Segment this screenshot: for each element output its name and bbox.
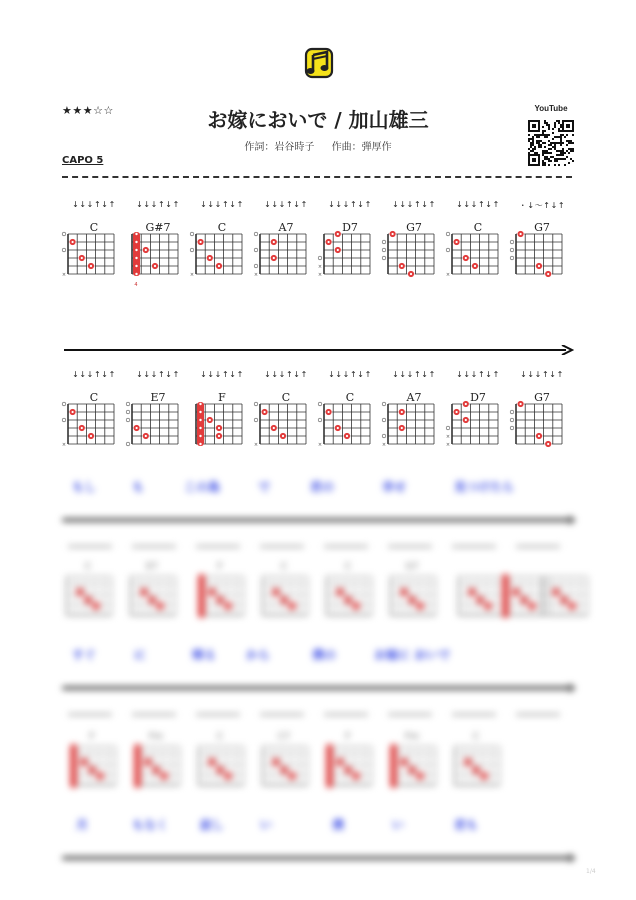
blurred-finger-dot (272, 758, 280, 766)
blurred-finger-dot (336, 758, 344, 766)
lyric-word: で (258, 480, 271, 494)
blurred-chord (126, 562, 178, 620)
blurred-finger-dot (416, 772, 424, 780)
lyric-word: もなく (132, 818, 169, 832)
blurred-strum (388, 713, 432, 716)
chord-name: C (473, 221, 483, 234)
blurred-chord (386, 562, 438, 620)
blurred-strum (388, 545, 432, 548)
svg-text:×: × (253, 272, 259, 278)
lyric-word: い (392, 818, 405, 832)
blurred-barre (390, 744, 397, 788)
blurred-finger-dot (144, 758, 152, 766)
blurred-finger-dot (464, 758, 472, 766)
chord-g7[interactable] (510, 200, 574, 300)
chord-row-2 (62, 370, 574, 470)
blurred-progress-bar-1 (62, 518, 570, 522)
chord-g7[interactable] (382, 200, 446, 300)
chord-diagram (62, 234, 120, 290)
svg-text:×: × (317, 264, 323, 270)
blurred-chord (62, 562, 114, 620)
capo-label: CAPO 5 (62, 155, 104, 166)
blurred-finger-dot (416, 602, 424, 610)
blurred-chord (66, 732, 118, 790)
blurred-chord-name: C (216, 732, 224, 742)
chord-diagram (126, 404, 184, 460)
blurred-finger-dot (76, 588, 84, 596)
chord-name: E7 (150, 391, 166, 404)
blurred-progress-bar-2 (62, 686, 570, 690)
chord-c[interactable] (190, 200, 254, 300)
blurred-chord-name: F (89, 732, 95, 742)
chord-name: G7 (406, 221, 422, 234)
lyric-line-1 (62, 478, 574, 498)
blurred-strum-row-2 (62, 545, 574, 555)
page-number: 1/4 (586, 868, 596, 875)
song-title: お嫁においで / 加山雄三 (207, 108, 429, 132)
blurred-strum (516, 545, 560, 548)
chord-name: C (89, 391, 99, 404)
blurred-barre (70, 744, 77, 788)
chord-diagram (254, 234, 312, 290)
svg-text:×: × (61, 442, 67, 448)
blurred-strum (196, 545, 240, 548)
lyric-line-2 (62, 646, 574, 666)
blurred-finger-dot (352, 602, 360, 610)
progress-arrow-1 (62, 345, 574, 355)
blurred-chord (538, 562, 590, 620)
blurred-finger-dot (408, 596, 416, 604)
blurred-finger-dot (560, 596, 568, 604)
chord-diagram (446, 404, 504, 460)
chord-d7[interactable] (318, 200, 382, 300)
blurred-finger-dot (148, 596, 156, 604)
blurred-finger-dot (468, 588, 476, 596)
chord-c[interactable] (62, 200, 126, 300)
blurred-finger-dot (472, 766, 480, 774)
chord-c[interactable] (318, 370, 382, 470)
blurred-finger-dot (568, 602, 576, 610)
youtube-qr-code-icon[interactable] (528, 120, 574, 166)
blurred-finger-dot (152, 766, 160, 774)
blurred-finger-dot (512, 588, 520, 596)
chord-f[interactable] (190, 370, 254, 470)
blurred-finger-dot (336, 588, 344, 596)
svg-text:×: × (445, 434, 451, 440)
chord-name: G7 (534, 391, 550, 404)
strum-pattern: ↓↓↓↑↓↑ (136, 370, 180, 379)
lyric-line-3 (62, 816, 574, 836)
strum-pattern: ↓↓↓↑↓↑ (520, 370, 564, 379)
blurred-strum (260, 713, 304, 716)
lyric-word: お嫁に おいで (374, 648, 451, 662)
strum-pattern: ↓↓↓↑↓↑ (392, 370, 436, 379)
svg-text:×: × (445, 272, 451, 278)
lyric-word: 君も (454, 818, 479, 832)
blurred-chord (258, 732, 310, 790)
chord-d7[interactable] (446, 370, 510, 470)
strum-pattern: ↓↓↓↑↓↑ (264, 370, 308, 379)
strum-pattern: ↓↓↓↑↓↑ (456, 370, 500, 379)
blurred-finger-dot (160, 772, 168, 780)
chord-row-1 (62, 200, 574, 300)
blurred-chord-row-3 (62, 732, 574, 792)
blurred-finger-dot (216, 766, 224, 774)
chord-a7[interactable] (254, 200, 318, 300)
blurred-chord (322, 732, 374, 790)
lyric-word: 僕 (332, 818, 345, 832)
lyric-word: 見つけたら (454, 480, 515, 494)
blurred-chord-row-2 (62, 562, 574, 622)
strum-pattern: ↓↓↓↑↓↑ (200, 200, 244, 209)
chord-name: A7 (278, 221, 294, 234)
chord-e7[interactable] (126, 370, 190, 470)
blurred-strum (132, 713, 176, 716)
blurred-finger-dot (80, 758, 88, 766)
blurred-chord (386, 732, 438, 790)
blurred-finger-dot (344, 596, 352, 604)
chord-g7[interactable] (510, 370, 574, 470)
strum-pattern: ↓↓↓↑↓↑ (328, 370, 372, 379)
blurred-finger-dot (528, 602, 536, 610)
composer-credit: 作曲：弾厚作 (331, 142, 392, 153)
chord-name: A7 (406, 391, 422, 404)
blurred-finger-dot (140, 588, 148, 596)
strum-pattern: ↓↓↓↑↓↑ (72, 370, 116, 379)
blurred-strum (68, 713, 112, 716)
header-divider (62, 176, 572, 178)
barre-fret-label: 4 (134, 282, 138, 288)
chord-name: C (217, 221, 227, 234)
svg-text:×: × (189, 272, 195, 278)
strum-pattern: ↓↓↓↑↓↑ (136, 200, 180, 209)
blurred-finger-dot (520, 596, 528, 604)
blurred-strum (452, 713, 496, 716)
chord-name: G#7 (145, 221, 171, 234)
blurred-chord (258, 562, 310, 620)
blurred-finger-dot (352, 772, 360, 780)
blurred-strum (324, 545, 368, 548)
chord-c[interactable] (446, 200, 510, 300)
lyric-word: 月 (76, 818, 89, 832)
strum-pattern: ↓↓↓↑↓↑ (456, 200, 500, 209)
chord-diagram (510, 234, 568, 290)
blurred-finger-dot (272, 588, 280, 596)
blurred-chord-name: Fm (405, 732, 419, 742)
strum-pattern: ↓↓↓↑↓↑ (200, 370, 244, 379)
blurred-chord-name: C (344, 562, 352, 572)
chord-name: C (281, 391, 291, 404)
blurred-chord (322, 562, 374, 620)
blurred-finger-dot (280, 766, 288, 774)
chord-diagram (318, 234, 376, 290)
svg-text:×: × (317, 442, 323, 448)
strum-pattern: ↓↓↓↑↓↑ (392, 200, 436, 209)
lyricist-credit: 作詞：岩谷時子 (244, 142, 315, 153)
blurred-finger-dot (480, 772, 488, 780)
lyric-word: 僕の (312, 648, 337, 662)
blurred-finger-dot (400, 588, 408, 596)
svg-text:×: × (445, 442, 451, 448)
blurred-strum (260, 545, 304, 548)
strum-pattern: ↓↓↓↑↓↑ (264, 200, 308, 209)
blurred-finger-dot (484, 602, 492, 610)
svg-text:×: × (317, 272, 323, 278)
chord-gsharp7[interactable] (126, 200, 190, 300)
chord-diagram (126, 234, 184, 290)
chord-diagram (382, 404, 440, 460)
chord-name: C (345, 391, 355, 404)
lyric-word: い (260, 818, 273, 832)
blurred-progress-bar-3 (62, 856, 570, 860)
blurred-barre (326, 744, 333, 788)
blurred-finger-dot (88, 766, 96, 774)
blurred-finger-dot (156, 602, 164, 610)
blurred-chord-name: E7 (146, 562, 158, 572)
chord-diagram (318, 404, 376, 460)
chord-diagram (62, 404, 120, 460)
blurred-chord-name: C7 (277, 732, 290, 742)
svg-text:×: × (381, 442, 387, 448)
blurred-finger-dot (208, 758, 216, 766)
blurred-chord-name: Fm (149, 732, 163, 742)
blurred-finger-dot (84, 596, 92, 604)
blurred-barre (134, 744, 141, 788)
chord-name: C (89, 221, 99, 234)
chord-diagram (190, 234, 248, 290)
blurred-chord-name: C (84, 562, 92, 572)
blurred-finger-dot (216, 596, 224, 604)
strum-pattern: ↓↓↓↑↓↑ (72, 200, 116, 209)
blurred-chord (194, 562, 246, 620)
blurred-barre (502, 574, 509, 618)
chord-diagram (510, 404, 568, 460)
blurred-finger-dot (400, 758, 408, 766)
svg-text:×: × (61, 272, 67, 278)
lyric-word: この島 (184, 480, 221, 494)
blurred-finger-dot (476, 596, 484, 604)
chord-c[interactable] (62, 370, 126, 470)
lyric-word: も (132, 480, 145, 494)
chord-diagram (382, 234, 440, 290)
music-note-logo-icon (300, 45, 336, 81)
blurred-chord-name: C (280, 562, 288, 572)
blurred-finger-dot (288, 602, 296, 610)
blurred-finger-dot (208, 588, 216, 596)
blurred-strum (516, 713, 560, 716)
blurred-finger-dot (408, 766, 416, 774)
lyric-word: すぐ (72, 648, 97, 662)
lyric-word: 寂し (200, 818, 225, 832)
blurred-finger-dot (92, 602, 100, 610)
chord-a7[interactable] (382, 370, 446, 470)
chord-name: F (218, 391, 226, 404)
blurred-strum (68, 545, 112, 548)
blurred-finger-dot (288, 772, 296, 780)
blurred-chord (450, 732, 502, 790)
blurred-preview-area (0, 470, 636, 880)
chord-c[interactable] (254, 370, 318, 470)
chord-name: G7 (534, 221, 550, 234)
blurred-barre (198, 574, 205, 618)
blurred-strum-row-3 (62, 713, 574, 723)
blurred-chord-name: C (472, 732, 480, 742)
blurred-chord (130, 732, 182, 790)
lyric-word: から (246, 648, 271, 662)
lyric-word: もし (72, 480, 97, 494)
strum-pattern: ・↓〜↑↓↑ (518, 201, 566, 210)
lyric-word: 幸せ (382, 480, 407, 494)
blurred-finger-dot (224, 772, 232, 780)
blurred-strum (132, 545, 176, 548)
lyric-word: 君の (310, 480, 335, 494)
chord-diagram (254, 404, 312, 460)
blurred-strum (324, 713, 368, 716)
chord-diagram (446, 234, 504, 290)
difficulty-rating: ★★★☆☆ (62, 104, 114, 117)
lyric-word: 帰る (192, 648, 217, 662)
blurred-chord-name: F (345, 732, 351, 742)
blurred-strum (196, 713, 240, 716)
chord-name: D7 (470, 391, 486, 404)
chord-name: D7 (342, 221, 358, 234)
blurred-finger-dot (224, 602, 232, 610)
blurred-finger-dot (344, 766, 352, 774)
youtube-label: YouTube (534, 104, 568, 113)
blurred-chord (194, 732, 246, 790)
blurred-finger-dot (96, 772, 104, 780)
blurred-finger-dot (552, 588, 560, 596)
svg-text:×: × (253, 442, 259, 448)
blurred-strum (452, 545, 496, 548)
chord-diagram (190, 404, 248, 460)
blurred-finger-dot (280, 596, 288, 604)
strum-pattern: ↓↓↓↑↓↑ (328, 200, 372, 209)
blurred-chord-name: F (217, 562, 223, 572)
blurred-chord-name: G7 (405, 562, 419, 572)
lyric-word: に (134, 648, 147, 662)
